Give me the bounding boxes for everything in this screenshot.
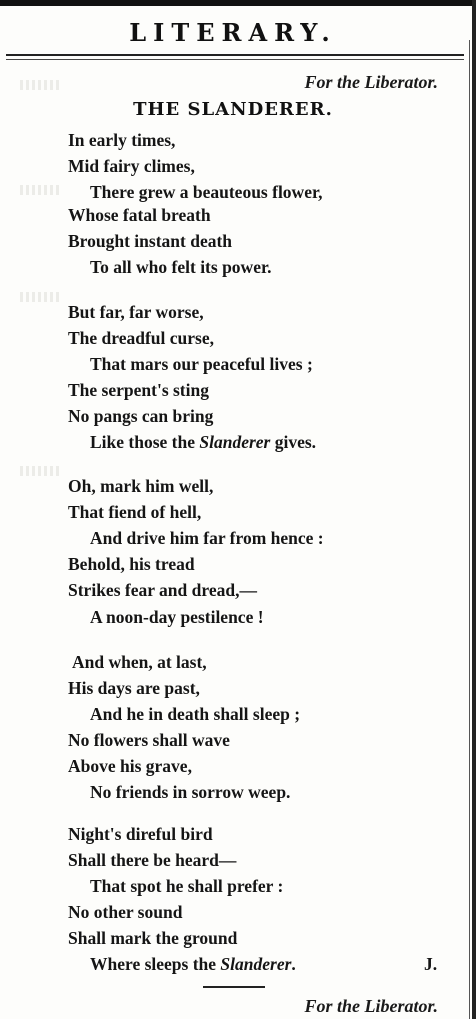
poem-line: That fiend of hell, — [68, 502, 202, 522]
poem-title: THE SLANDERER. — [133, 99, 333, 120]
column-edge — [472, 0, 476, 1019]
poem-line-slanderer: Like those the Slanderer gives. — [90, 432, 317, 452]
bleed-through-mark — [20, 80, 60, 90]
slanderer-italic: Slanderer — [220, 954, 292, 974]
poem-line: The serpent's sting — [68, 380, 209, 400]
heading-rule — [6, 54, 464, 56]
bleed-through-mark — [20, 185, 60, 195]
poem-line: That spot he shall prefer : — [90, 876, 284, 896]
poem-line: To all who felt its power. — [90, 257, 272, 277]
poem-line: A noon-day pestilence ! — [90, 607, 264, 627]
poem-line: His days are past, — [68, 678, 200, 698]
poem-line: Shall there be heard— — [68, 850, 237, 870]
poem-line: There grew a beauteous flower, — [90, 182, 323, 202]
poem-line-slanderer-final: Where sleeps the Slanderer. — [90, 954, 296, 974]
poem-line: Mid fairy climes, — [68, 156, 195, 176]
heading-rule-thin — [6, 59, 464, 60]
poem-line: Oh, mark him well, — [68, 476, 214, 496]
poem-line: Whose fatal breath — [68, 205, 211, 225]
poem-line: The dreadful curse, — [68, 328, 214, 348]
slanderer-italic: Slanderer — [199, 432, 271, 452]
poem-line: Night's direful bird — [68, 824, 213, 844]
poem-line: That mars our peaceful lives ; — [90, 354, 313, 374]
byline-bottom: For the Liberator. — [304, 996, 438, 1016]
column-edge-inner — [469, 40, 470, 1019]
poem-line: No flowers shall wave — [68, 730, 230, 750]
poem-line: And drive him far from hence : — [90, 528, 324, 548]
poem-line: Brought instant death — [68, 231, 233, 251]
author-signature: J. — [424, 954, 438, 974]
poem-line: Above his grave, — [68, 756, 192, 776]
poem-line: Behold, his tread — [68, 554, 195, 574]
byline-top: For the Liberator. — [304, 72, 438, 92]
poem-line: No friends in sorrow weep. — [90, 782, 291, 802]
section-heading: LITERARY. — [129, 18, 337, 47]
poem-line: But far, far worse, — [68, 302, 204, 322]
poem-line: No pangs can bring — [68, 406, 214, 426]
poem-line: Shall mark the ground — [68, 928, 238, 948]
bleed-through-mark — [20, 292, 60, 302]
separator-rule — [203, 986, 265, 988]
poem-line: Strikes fear and dread,— — [68, 580, 257, 600]
poem-line: No other sound — [68, 902, 183, 922]
poem-line: In early times, — [68, 130, 176, 150]
bleed-through-mark — [20, 466, 60, 476]
poem-line: And when, at last, — [72, 652, 207, 672]
poem-line: And he in death shall sleep ; — [90, 704, 301, 724]
top-rule — [0, 0, 472, 6]
